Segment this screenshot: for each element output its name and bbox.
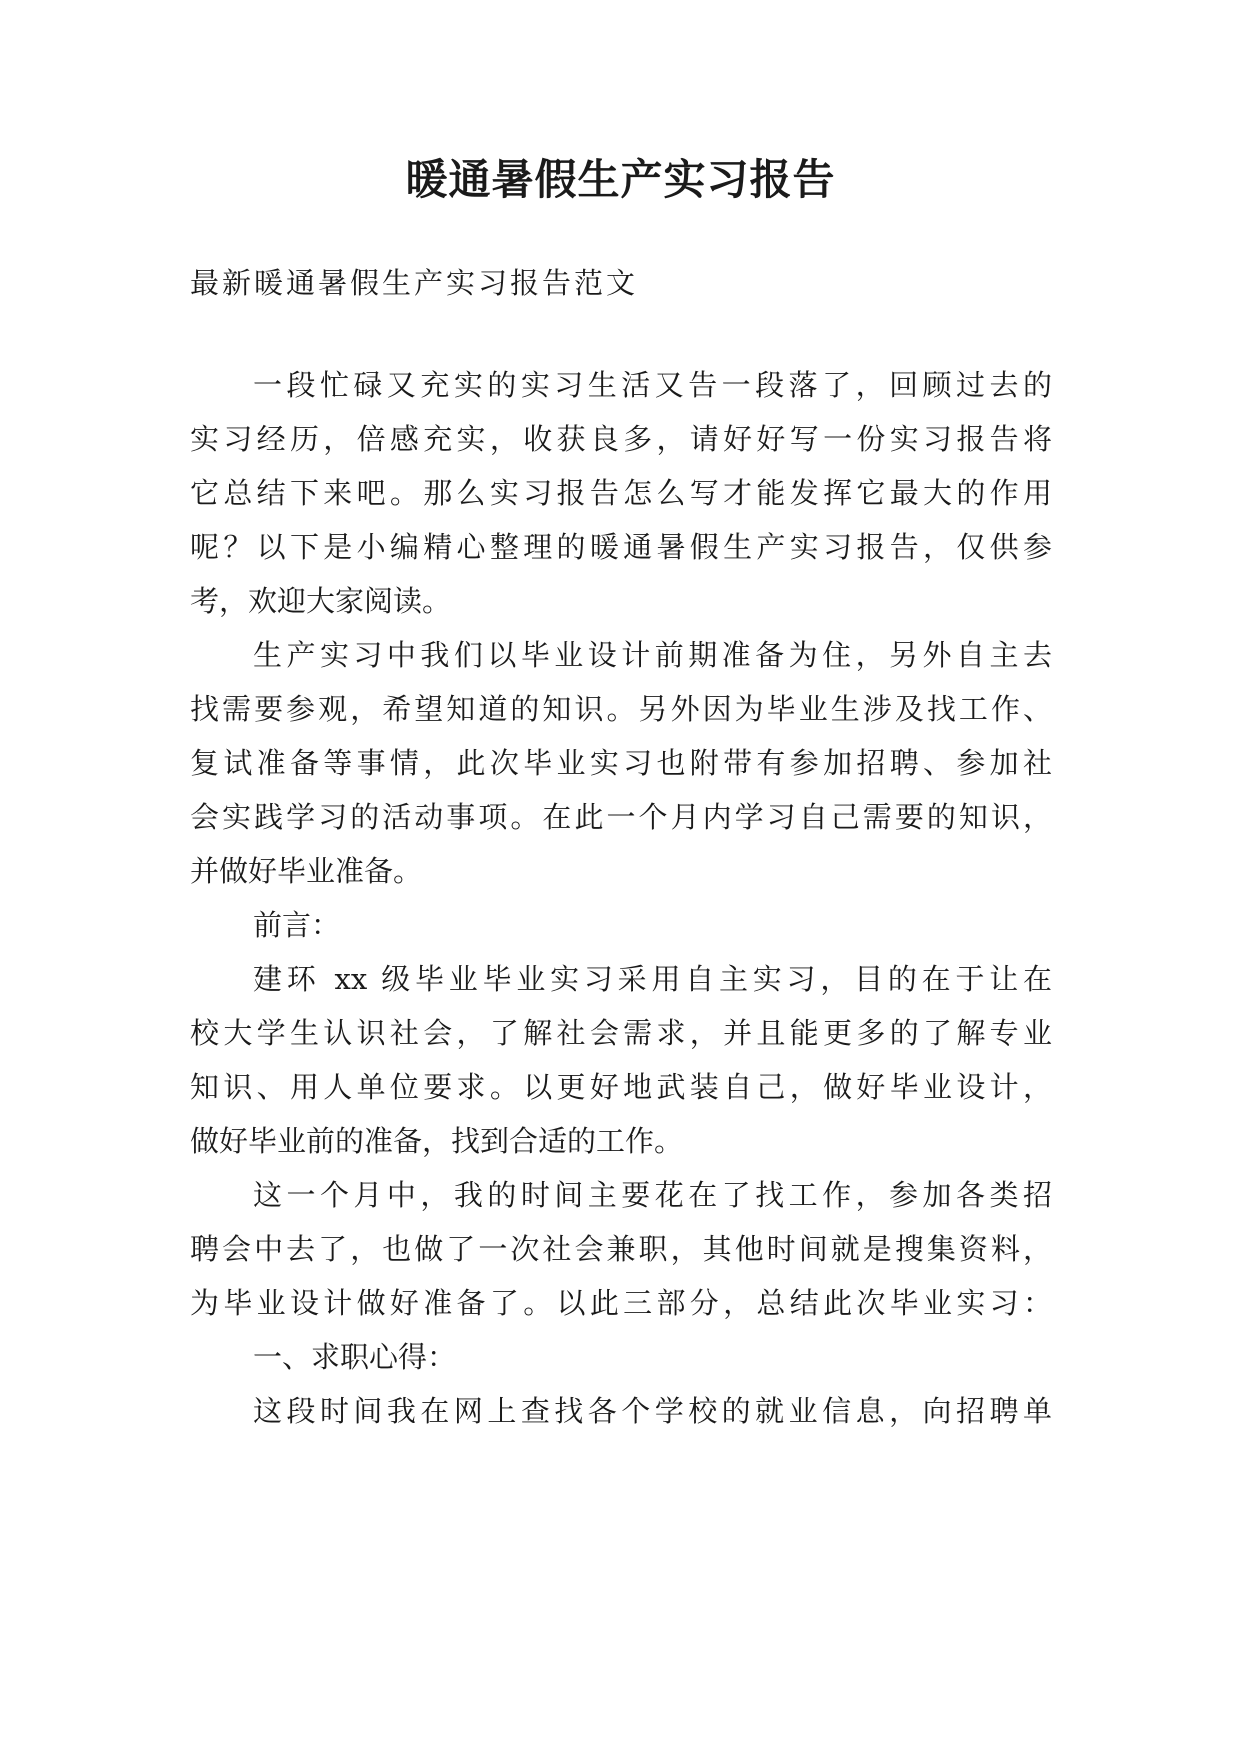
document-title: 暖通暑假生产实习报告 <box>405 155 836 204</box>
paragraph-line: 为毕业设计做好准备了。以此三部分，总结此次毕业实习： <box>190 1286 1052 1320</box>
paragraph-line: 这一个月中，我的时间主要花在了找工作，参加各类招 <box>253 1178 1052 1212</box>
paragraph-line: 知识、用人单位要求。以更好地武装自己，做好毕业设计， <box>190 1070 1052 1104</box>
paragraph-line: 呢？以下是小编精心整理的暖通暑假生产实习报告，仅供参 <box>190 530 1052 564</box>
paragraph-line: 复试准备等事情，此次毕业实习也附带有参加招聘、参加社 <box>190 746 1052 780</box>
paragraph-line: 找需要参观，希望知道的知识。另外因为毕业生涉及找工作、 <box>190 692 1052 726</box>
section-heading: 一、求职心得： <box>253 1340 457 1374</box>
paragraph-line: 生产实习中我们以毕业设计前期准备为住，另外自主去 <box>253 638 1052 672</box>
paragraph-line: 实习经历，倍感充实，收获良多，请好好写一份实习报告将 <box>190 422 1052 456</box>
paragraph-line: 一段忙碌又充实的实习生活又告一段落了，回顾过去的 <box>253 368 1052 402</box>
paragraph-line: 会实践学习的活动事项。在此一个月内学习自己需要的知识， <box>190 800 1052 834</box>
paragraph-line: 聘会中去了，也做了一次社会兼职，其他时间就是搜集资料， <box>190 1232 1052 1266</box>
section-heading: 前言： <box>253 908 341 942</box>
paragraph-line: 它总结下来吧。那么实习报告怎么写才能发挥它最大的作用 <box>190 476 1052 510</box>
paragraph-line: 校大学生认识社会，了解社会需求，并且能更多的了解专业 <box>190 1016 1052 1050</box>
document-subtitle: 最新暖通暑假生产实习报告范文 <box>190 266 639 300</box>
paragraph-line: 这段时间我在网上查找各个学校的就业信息，向招聘单 <box>253 1394 1052 1428</box>
paragraph-line: 做好毕业前的准备，找到合适的工作。 <box>190 1124 684 1158</box>
paragraph-line: 建环 xx 级毕业毕业实习采用自主实习，目的在于让在 <box>253 962 1052 996</box>
paragraph-line: 考，欢迎大家阅读。 <box>190 584 452 618</box>
paragraph-line: 并做好毕业准备。 <box>190 854 423 888</box>
